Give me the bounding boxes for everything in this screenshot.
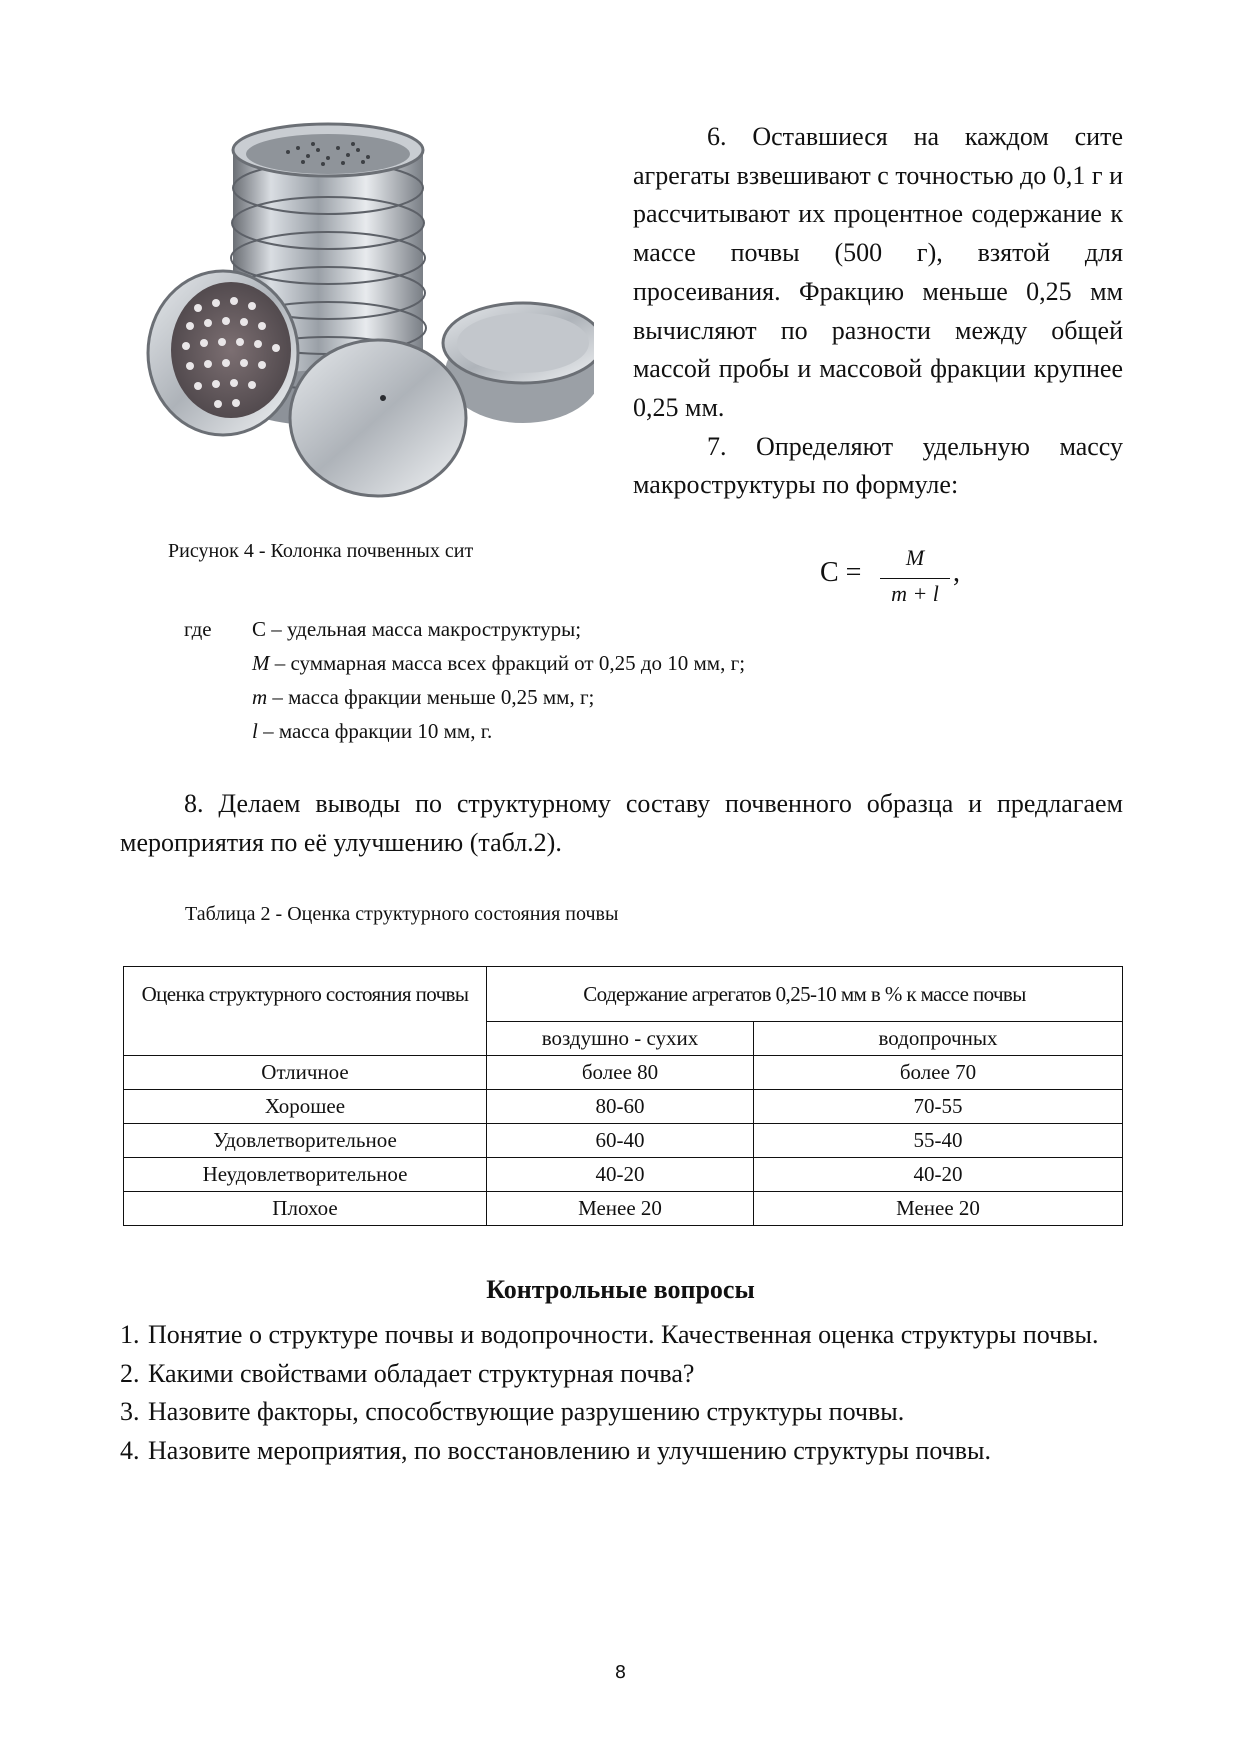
cell-assessment: Плохое — [124, 1192, 487, 1226]
table-row — [124, 1124, 1123, 1158]
question-text: Назовите факторы, способствующие разрушению структуры почвы. — [148, 1397, 905, 1426]
question-number: 1. — [120, 1320, 140, 1349]
symbol-l: l — [252, 719, 258, 743]
page-number: 8 — [614, 1662, 627, 1683]
cell-water-stable: Менее 20 — [754, 1192, 1123, 1226]
cell-assessment: Удовлетворительное — [124, 1124, 487, 1158]
formula-comma: , — [953, 557, 960, 588]
cell-water-stable: более 70 — [754, 1056, 1123, 1090]
question-number: 2. — [120, 1358, 140, 1388]
question-text: Назовите мероприятия, по восстановлению и улучшению структуры почвы. — [148, 1435, 991, 1465]
density-formula — [820, 545, 970, 615]
symbol-m: m — [252, 685, 268, 709]
tilted-sieve — [148, 271, 298, 435]
cell-water-stable: 40-20 — [754, 1158, 1123, 1192]
formula-lhs: С = — [820, 557, 862, 588]
question-number: 3. — [120, 1397, 140, 1426]
definition-m: – масса фракции меньше 0,25 мм, г; — [267, 685, 595, 709]
questions-list — [120, 1316, 1123, 1470]
header-aggregates: Содержание агрегатов 0,25-10 мм в % к массе почвы — [487, 967, 1123, 1022]
question-item — [120, 1393, 1123, 1432]
header-assessment: Оценка структурного состояния почвы — [124, 967, 487, 1056]
cell-assessment: Отличное — [124, 1056, 487, 1090]
cell-air-dry: более 80 — [487, 1056, 754, 1090]
soil-structure-table — [123, 966, 1123, 1226]
question-text: Понятие о структуре почвы и водопрочности. Качественная оценка структуры почвы. — [148, 1320, 1099, 1349]
cell-assessment: Неудовлетворительное — [124, 1158, 487, 1192]
sieve-column-illustration — [138, 118, 594, 523]
table-row — [124, 1090, 1123, 1124]
question-number: 4. — [120, 1435, 140, 1465]
question-item — [120, 1316, 1123, 1355]
where-label: где — [184, 617, 212, 641]
cell-assessment: Хорошее — [124, 1090, 487, 1124]
cell-air-dry: 60-40 — [487, 1124, 754, 1158]
formula-numerator: M — [905, 545, 925, 570]
definition-l: – масса фракции 10 мм, г. — [257, 719, 493, 743]
formula-fraction-bar — [880, 578, 950, 579]
question-text: Какими свойствами обладает структурная почва? — [148, 1358, 695, 1388]
cell-air-dry: 40-20 — [487, 1158, 754, 1192]
table-row — [124, 1158, 1123, 1192]
symbol-M: M — [252, 651, 270, 675]
step-8-paragraph: 8. Делаем выводы по структурному составу почвенного образца и предлагаем мероприятия по её улучшению (табл.2). — [120, 789, 1123, 857]
table-header-row — [124, 967, 1123, 1022]
step-6-paragraph: 6. Оставшиеся на каждом сите агрегаты взвешивают с точностью до 0,1 г и рассчитывают их процентное содержание к массе почвы (500 г), взятой для просеивания. Фракцию меньше 0,25 мм вычисляют по разности между общей массой пробы и массовой фракции крупнее 0,25 мм. — [633, 122, 1123, 422]
question-item — [120, 1355, 1123, 1394]
figure-caption: Рисунок 4 - Колонка почвенных сит — [168, 540, 474, 562]
step-7-paragraph: 7. Определяют удельную массу макроструктуры по формуле: — [633, 431, 1123, 500]
definition-c: С – удельная масса макроструктуры; — [252, 617, 582, 641]
cell-water-stable: 70-55 — [754, 1090, 1123, 1124]
cell-water-stable: 55-40 — [754, 1124, 1123, 1158]
steps-right-column — [633, 118, 1123, 505]
sieve-lid — [290, 340, 466, 496]
subheader-air-dry: воздушно - сухих — [487, 1022, 754, 1056]
subheader-water-stable: водопрочных — [754, 1022, 1123, 1056]
table-row — [124, 1056, 1123, 1090]
table-caption: Таблица 2 - Оценка структурного состояния почвы — [185, 903, 619, 925]
cell-air-dry: Менее 20 — [487, 1192, 754, 1226]
cell-air-dry: 80-60 — [487, 1090, 754, 1124]
definition-M: – суммарная масса всех фракций от 0,25 до 10 мм, г; — [269, 651, 746, 675]
table-row — [124, 1192, 1123, 1226]
sieve-column-figure — [138, 118, 594, 523]
question-item — [120, 1432, 1123, 1471]
questions-title: Контрольные вопросы — [486, 1275, 755, 1304]
formula-denominator: m + l — [891, 581, 939, 606]
